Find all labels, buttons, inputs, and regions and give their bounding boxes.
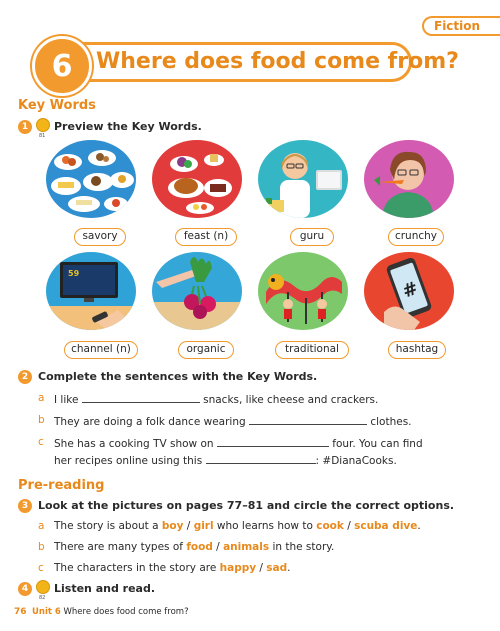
exercise-1-instruction: Preview the Key Words.	[54, 120, 202, 133]
answer-blank-2a[interactable]	[82, 392, 200, 403]
word-label-organic: organic	[178, 341, 234, 359]
audio-code: 81	[39, 133, 46, 139]
word-label-feast: feast (n)	[175, 228, 237, 246]
word-label-hashtag: hashtag	[388, 341, 446, 359]
exercise-2-instruction: Complete the sentences with the Key Words.	[38, 370, 318, 383]
item-letter-3a: a	[38, 520, 45, 532]
word-label-savory: savory	[74, 228, 126, 246]
feast-picture	[152, 140, 242, 218]
sentence-3b	[54, 541, 334, 553]
sentence-3c-text-1: The characters in the story are	[54, 562, 217, 574]
pre-reading-heading: Pre-reading	[18, 478, 105, 493]
sentence-2c-line1	[54, 436, 423, 450]
option-scuba-dive[interactable]: scuba dive	[354, 520, 418, 532]
page-number: 76	[14, 607, 27, 617]
guru-picture	[258, 140, 348, 218]
answer-blank-2c-2[interactable]	[206, 453, 316, 464]
audio-icon[interactable]	[36, 118, 50, 132]
sentence-2c-end: : #DianaCooks.	[315, 455, 397, 467]
organic-picture	[152, 252, 242, 330]
exercise-3-instruction: Look at the pictures on pages 77–81 and circle the correct options.	[38, 499, 455, 512]
word-label-crunchy: crunchy	[388, 228, 444, 246]
option-boy[interactable]: boy	[161, 520, 184, 532]
page-title: Where does food come from?	[96, 49, 459, 74]
footer-unit-label: Unit 6	[32, 607, 61, 617]
answer-blank-2b[interactable]	[249, 414, 367, 425]
sentence-3a-end: .	[417, 520, 421, 532]
sentence-2a-end: snacks, like cheese and crackers.	[203, 394, 379, 406]
crunchy-picture	[364, 140, 454, 218]
sentence-3b-end: in the story.	[269, 541, 335, 553]
exercise-4-instruction: Listen and read.	[54, 582, 156, 595]
sentence-3b-text-1: There are many types of	[54, 541, 183, 553]
item-letter-2a: a	[38, 392, 45, 404]
option-food[interactable]: food	[186, 541, 213, 553]
sentence-2c-start: She has a cooking TV show on	[54, 438, 214, 450]
option-animals[interactable]: animals	[223, 541, 270, 553]
answer-blank-2c-1[interactable]	[217, 436, 329, 447]
option-sad[interactable]: sad	[266, 562, 288, 574]
exercise-number-3: 3	[18, 499, 32, 513]
exercise-number-1: 1	[18, 120, 32, 134]
item-letter-3c: c	[38, 562, 44, 574]
fiction-label: Fiction	[434, 19, 481, 33]
audio-icon[interactable]	[36, 580, 50, 594]
option-happy[interactable]: happy	[219, 562, 257, 574]
sentence-2b	[54, 414, 412, 428]
word-label-guru: guru	[290, 228, 334, 246]
sentence-2c-line2	[54, 453, 397, 467]
footer-title	[32, 607, 189, 617]
exercise-number-4: 4	[18, 582, 32, 596]
item-letter-2b: b	[38, 414, 45, 426]
sentence-2a	[54, 392, 378, 406]
sentence-2c-middle: four. You can find	[332, 438, 423, 450]
sentence-3c-end: .	[287, 562, 291, 574]
option-girl[interactable]: girl	[193, 520, 214, 532]
option-cook[interactable]: cook	[316, 520, 344, 532]
slash: /	[256, 562, 267, 574]
item-letter-2c: c	[38, 436, 44, 448]
sentence-3a	[54, 520, 421, 532]
sentence-2c-line2-start: her recipes online using this	[54, 455, 203, 467]
savory-picture	[46, 140, 136, 218]
footer-unit-title: Where does food come from?	[63, 607, 189, 617]
word-label-traditional: traditional	[275, 341, 349, 359]
slash: /	[343, 520, 355, 532]
slash: /	[183, 520, 194, 532]
exercise-number-2: 2	[18, 370, 32, 384]
slash: /	[212, 541, 224, 553]
sentence-3a-text-2: who learns how to	[213, 520, 313, 532]
word-label-channel: channel (n)	[64, 341, 138, 359]
sentence-2b-end: clothes.	[370, 416, 412, 428]
sentence-2a-start: I like	[54, 394, 79, 406]
key-words-heading: Key Words	[18, 98, 96, 113]
fiction-tab	[422, 16, 500, 36]
traditional-picture	[258, 252, 348, 330]
sentence-2b-start: They are doing a folk dance wearing	[54, 416, 246, 428]
channel-picture	[46, 252, 136, 330]
sentence-3c	[54, 562, 291, 574]
tv-channel-number: 59	[68, 269, 80, 278]
svg-text:#: #	[399, 277, 422, 303]
unit-number: 6	[32, 36, 92, 96]
item-letter-3b: b	[38, 541, 45, 553]
hashtag-picture	[364, 252, 454, 330]
sentence-3a-text-1: The story is about a	[54, 520, 159, 532]
audio-code: 82	[39, 595, 46, 601]
